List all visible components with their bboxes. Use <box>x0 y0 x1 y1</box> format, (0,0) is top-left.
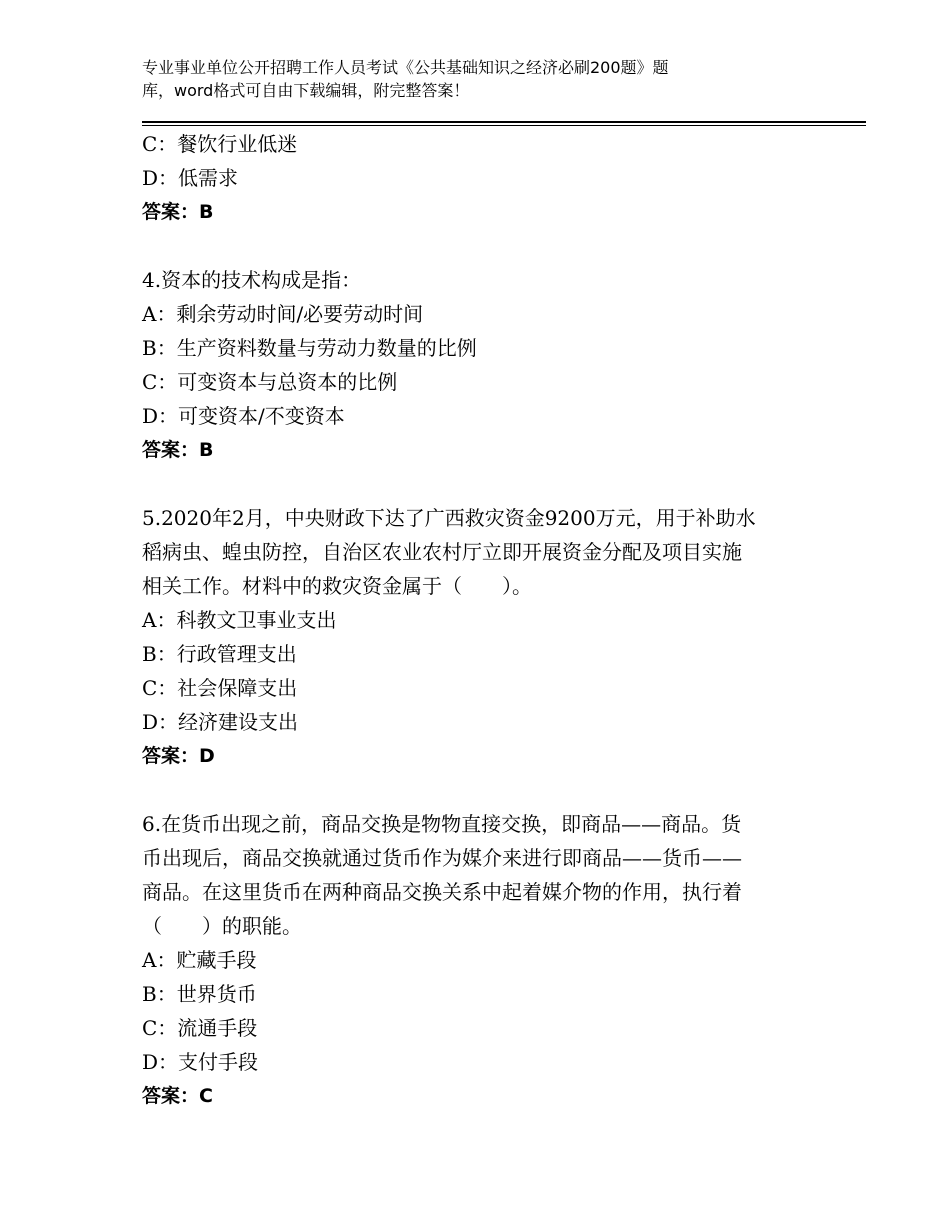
question-4 <box>142 263 822 467</box>
option-c: C：流通手段 <box>142 1016 258 1040</box>
option-c: C：社会保障支出 <box>142 676 298 700</box>
answer: 答案：C <box>142 1085 213 1107</box>
option-d: D：低需求 <box>142 166 239 190</box>
option-a: A：科教文卫事业支出 <box>142 608 337 632</box>
question-6 <box>142 807 822 1113</box>
header-line-1: 专业事业单位公开招聘工作人员考试《公共基础知识之经济必刷200题》题 <box>142 58 669 77</box>
question-stem-line: 稻病虫、蝗虫防控，自治区农业农村厅立即开展资金分配及项目实施 <box>142 540 742 564</box>
header-line-2: 库，word格式可自由下载编辑，附完整答案！ <box>142 81 470 100</box>
option-d: D：经济建设支出 <box>142 710 299 734</box>
header-rule-thick <box>142 121 866 123</box>
option-d: D：可变资本/不变资本 <box>142 404 345 428</box>
question-stem-line: 4.资本的技术构成是指： <box>142 268 362 292</box>
question-stem-line: 5.2020年2月，中央财政下达了广西救灾资金9200万元，用于补助水 <box>142 506 756 530</box>
option-b: B：世界货币 <box>142 982 257 1006</box>
question-content <box>142 127 822 1113</box>
answer: 答案：B <box>142 439 214 461</box>
answer: 答案：D <box>142 745 215 767</box>
question-5 <box>142 501 822 773</box>
question-stem-line: 6.在货币出现之前，商品交换是物物直接交换，即商品——商品。货 <box>142 812 742 836</box>
question-stem-line: 相关工作。材料中的救灾资金属于（ ）。 <box>142 574 532 598</box>
option-a: A：贮藏手段 <box>142 948 257 972</box>
option-c: C：可变资本与总资本的比例 <box>142 370 398 394</box>
question-stem-line: 商品。在这里货币在两种商品交换关系中起着媒介物的作用，执行着 <box>142 880 742 904</box>
option-a: A：剩余劳动时间/必要劳动时间 <box>142 302 424 326</box>
header-rule-thin <box>142 125 866 126</box>
answer: 答案：B <box>142 201 214 223</box>
question-block-3-tail <box>142 127 822 229</box>
page-header <box>142 56 782 102</box>
option-d: D：支付手段 <box>142 1050 259 1074</box>
option-b: B：行政管理支出 <box>142 642 297 666</box>
question-stem-line: （ ）的职能。 <box>142 914 302 938</box>
question-stem-line: 币出现后，商品交换就通过货币作为媒介来进行即商品——货币—— <box>142 846 742 870</box>
option-b: B：生产资料数量与劳动力数量的比例 <box>142 336 477 360</box>
option-c: C：餐饮行业低迷 <box>142 132 298 156</box>
